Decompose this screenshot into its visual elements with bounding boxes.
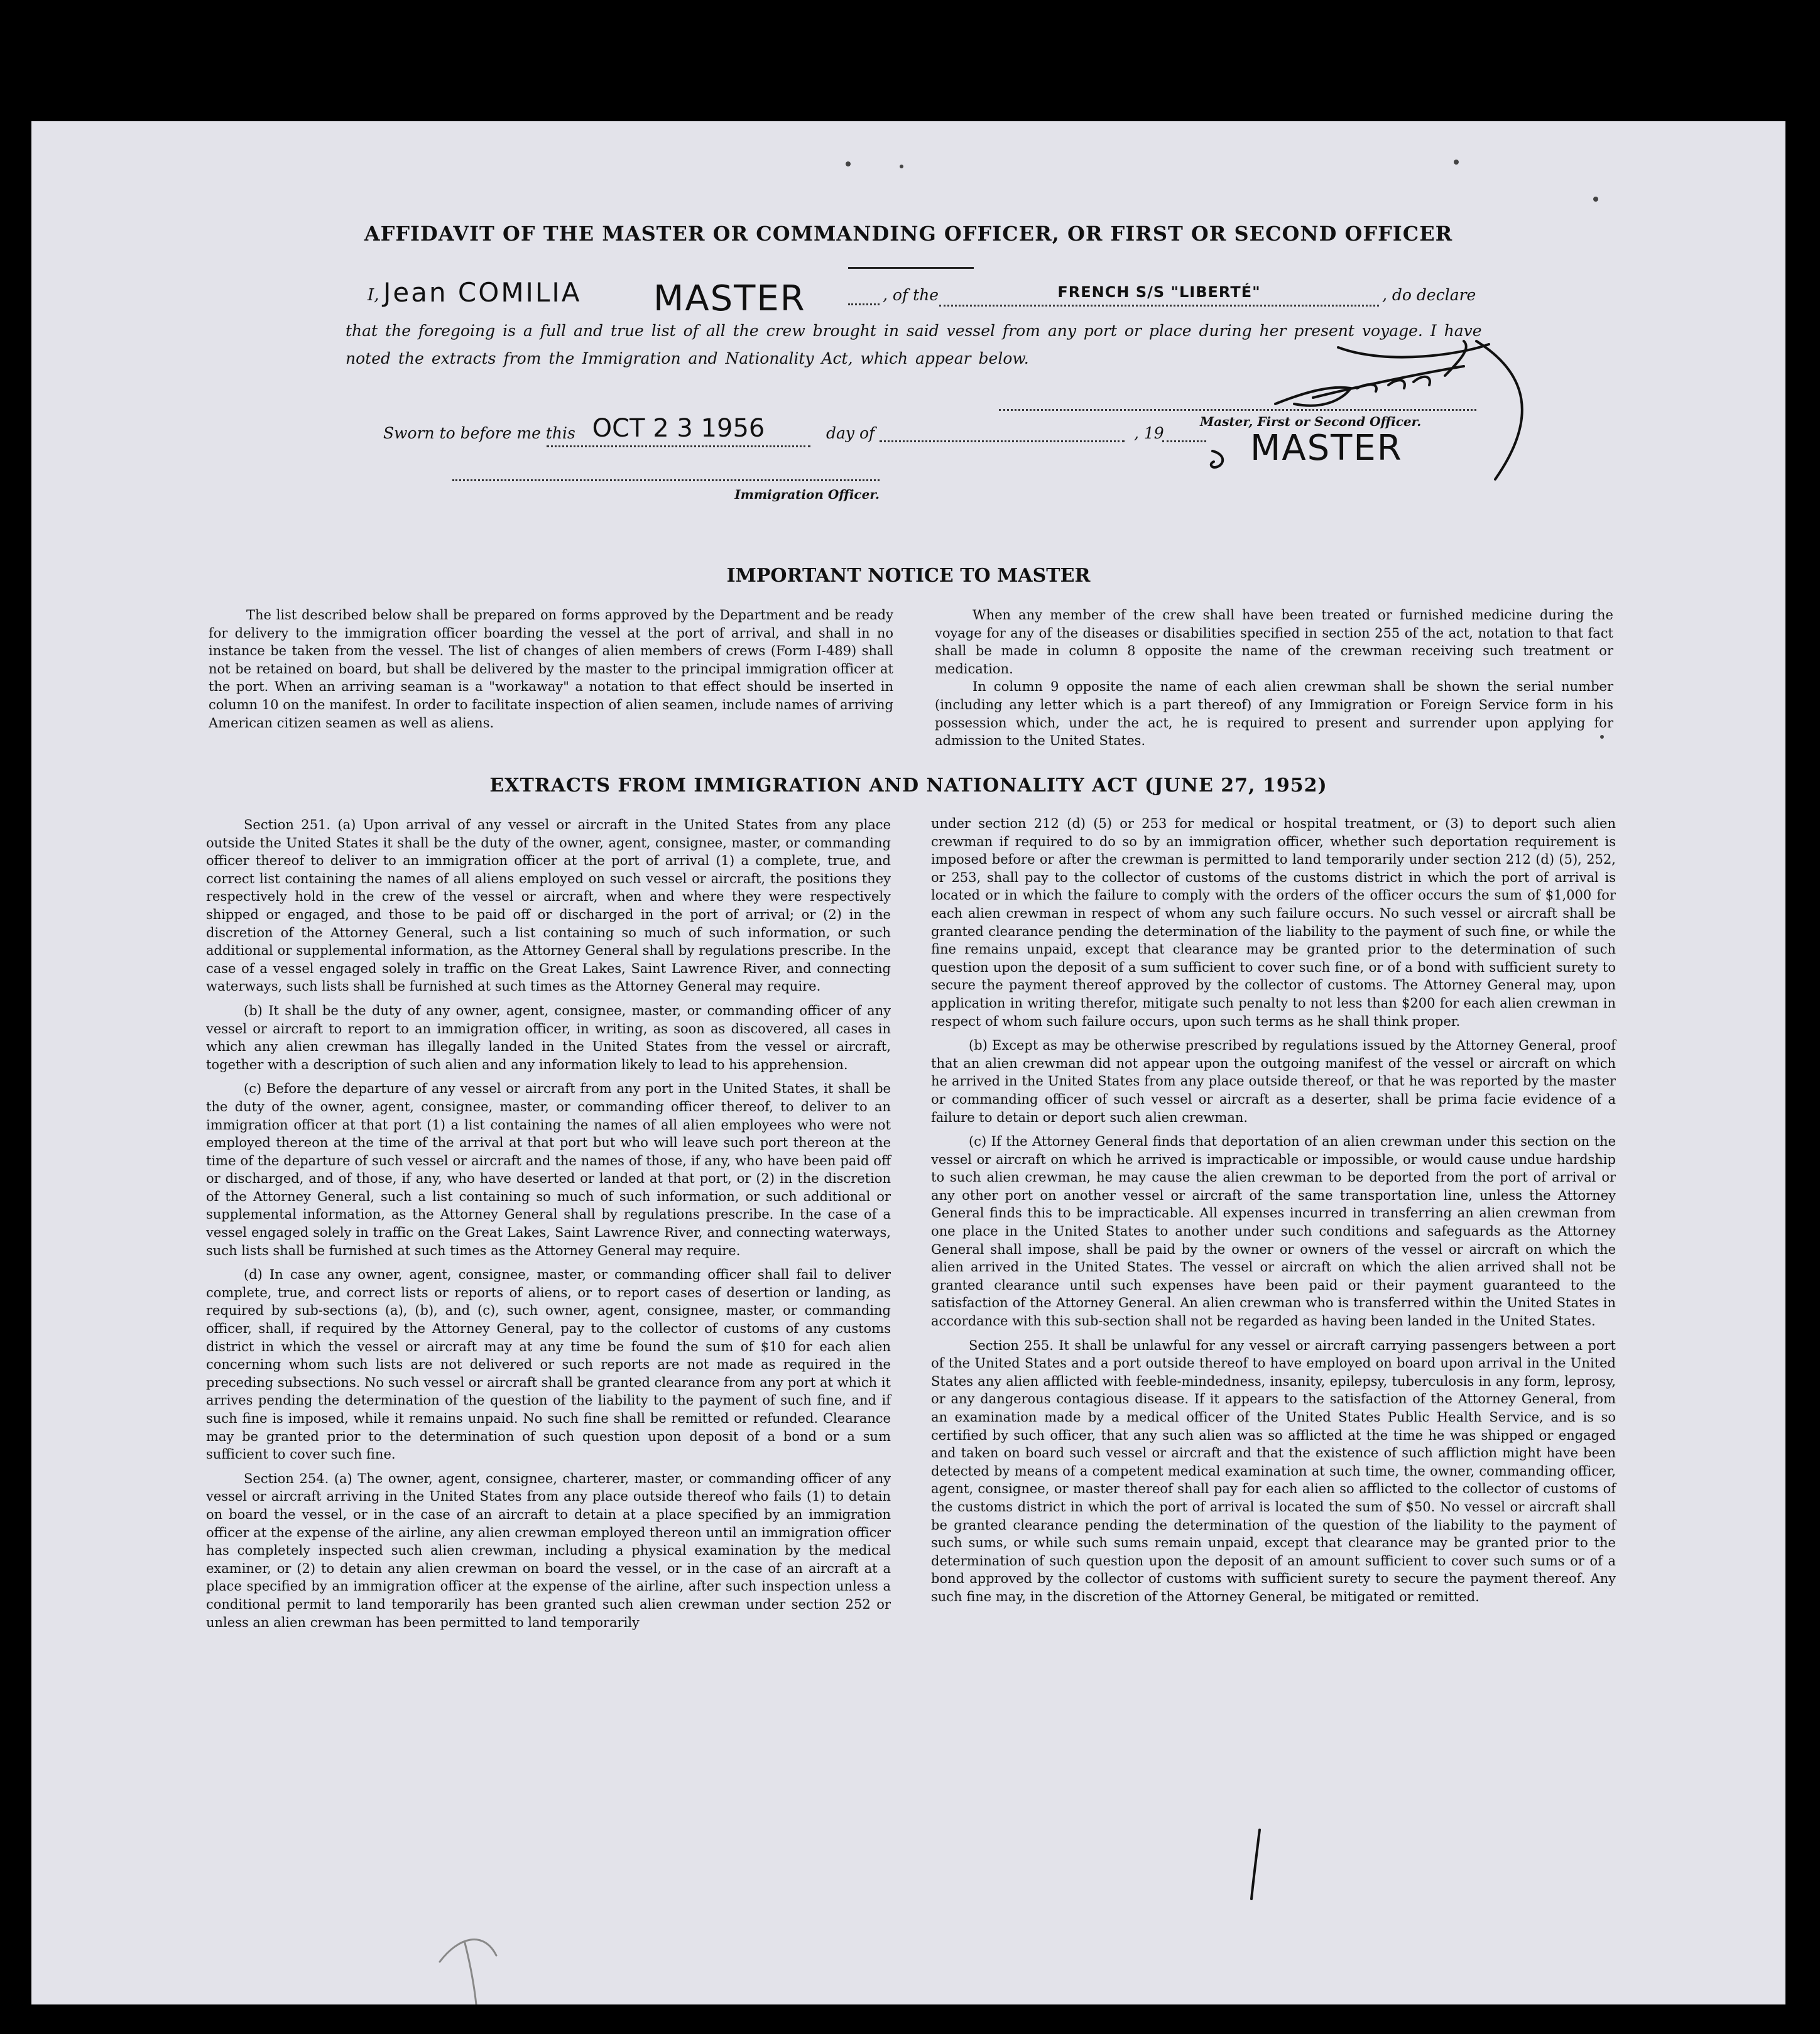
handwritten-signature [1200,329,1602,592]
sworn-label: Sworn to before me this [383,424,575,442]
declarant-name: Jean COMILIA [383,277,582,308]
section-paragraph: Section 255. It shall be unlawful for any vessel or aircraft carrying passengers between a port of the United States and a port outside thereof to have employed on board upon arrival in the United States any alien afflicted with feeble-mindedness, insanity, epilepsy, tuberculosis in any form, leprosy, or any dangerous contagious disease. If it appears to the satisfaction of the Attorney General, from an examination made by a medical officer of the United States Public Health Service, and is so certified by such officer, that any such alien was so afflicted at the time he was shipped or engaged and taken on board such vessel or aircraft and that the existence of such affliction might have been detected by means of a competent medical examination at such time, the owner, commanding officer, agent, consignee, or master thereof shall pay for each alien so afflicted to the collector of customs of the customs district in which the port of arrival is located the sum of $50. No vessel or aircraft shall be granted clearance pending the determination of the question of the liability to the payment of such sums, or while such sums remain unpaid, except that clearance may be granted prior to the determination of such question upon the deposit of an amount sufficient to cover such sums or of a bond approved by the collector of customs with sufficient surety to secure the payment thereof. Any such fine may, in the discretion of the Attorney General, be mitigated or remitted. [931,1337,1616,1604]
extracts-right-column [931,815,1616,1613]
sworn-date-stamp: OCT 2 3 1956 [547,414,810,447]
section-paragraph: (d) In case any owner, agent, consignee, master, or commanding officer shall fail to deliver complete, true, and correct lists or reports of aliens, or to report cases of desertion or landing, as required by sub-sections (a), (b), and (c), such owner, agent, consignee, master, or commanding officer, shall, if required by the Attorney General, pay to the collector of customs of any customs district in which the vessel or aircraft may at any time be found the sum of $10 for each alien concerning whom such lists are not delivered or such reports are not made as required in the preceding subsections. No such vessel or aircraft shall be granted clearance from any port at which it arrives pending the determination of the question of the liability to the payment of such fine, and if such fine is imposed, while it remains unpaid. No such fine shall be remitted or refunded. Clearance may be granted prior to the determination of such question upon deposit of a bond or a sum sufficient to cover such fine. [206,1267,891,1462]
notice-paragraph: In column 9 opposite the name of each alien crewman shall be shown the serial number (including any letter which is a part thereof) of any Immigration or Foreign Service form in his possession which, under the act, he is required to present and surrender upon applying for admission to the United States. [935,679,1613,749]
notice-left-column [209,606,893,738]
notice-right-column [935,606,1613,750]
extracts-title: EXTRACTS FROM IMMIGRATION AND NATIONALITY ACT (JUNE 27, 1952) [489,775,1327,797]
notice-paragraph: The list described below shall be prepared on forms approved by the Department and be ready for delivery to the immigration officer boarding the vessel at the port of arrival, and shall in no instance be taken from the vessel. The list of changes of alien members of crews (Form I-489) shall not be retained on board, but shall be delivered by the master to the principal immigration officer at the port. When an arriving seaman is a "workaway" a notation to that effect should be inserted in column 10 on the manifest. In order to facilitate inspection of alien seamen, include names of arriving American citizen seamen as well as aliens. [209,607,893,731]
officer-signature-line [452,479,880,481]
declarant-role: MASTER [653,278,806,319]
master-signature-label: Master, First or Second Officer. [1200,414,1422,429]
document-page [31,121,1785,2004]
do-declare-text: , do declare [1382,286,1476,304]
immigration-officer-label: Immigration Officer. [734,487,880,502]
day-of-text: day of [826,424,875,442]
section-paragraph: (c) If the Attorney General finds that deportation of an alien crewman under this section on the vessel or aircraft on which he arrived is impracticable or impossible, or would cause undue hardship to such alien crewman, he may cause the alien crewman to be deported from the port of arrival or any other port on another vessel or aircraft of the same transportation line, unless the Attorney General finds this to be impracticable. All expenses incurred in transferring an alien crewman from one place in the United States to another under such conditions and safeguards as the Attorney General shall impose, shall be paid by the owner or owners of the vessel or aircraft on which the alien arrived in the United States. The vessel or aircraft on which the alien arrived shall not be granted clearance until such expenses have been paid or their payment guaranteed to the satisfaction of the Attorney General. An alien crewman who is transferred within the United States in accordance with this sub-section shall not be regarded as having been landed in the United States. [931,1134,1616,1329]
section-paragraph: (b) Except as may be otherwise prescribed by regulations issued by the Attorney General, proof that an alien crewman did not appear upon the outgoing manifest of the vessel or aircraft on which he arrived in the United States from any place outside thereof, or that he was reported by the master or commanding officer of such vessel or aircraft as a deserter, shall be prima facie evidence of a failure to detain or deport such alien crewman. [931,1038,1616,1125]
extracts-left-column [206,816,891,1638]
declaration-statement: that the foregoing is a full and true list of all the crew brought in said vessel from any port or place during her present voyage. I have noted the extracts from the Immigration and Nationality Act, which appear below. [346,322,1482,367]
affidavit-heading: AFFIDAVIT OF THE MASTER OR COMMANDING OFFICER, OR FIRST OR SECOND OFFICER [364,222,1453,246]
section-paragraph: (b) It shall be the duty of any owner, agent, consignee, master, or commanding officer of any vessel or aircraft to report to an immigration officer, in writing, as soon as discovered, all cases in which any alien crewman has illegally landed in the United States from the vessel or aircraft, together with a description of such alien and any information likely to lead to his apprehension. [206,1003,891,1072]
section-paragraph: Section 254. (a) The owner, agent, consignee, charterer, master, or commanding officer of any vessel or aircraft arriving in the United States from any place outside thereof who fails (1) to detain on board the vessel, or in the case of an aircraft to detain at a place specified by an immigration officer at the expense of the airline, any alien crewman employed thereon until an immigration officer has completely inspected such alien crewman, including a physical examination by the medical examiner, or (2) to detain any alien crewman on board the vessel, or in the case of an aircraft at a place specified by an immigration officer at the expense of the airline, after such inspection unless a conditional permit to land temporarily has been granted such alien crewman under section 252 or unless an alien crewman has been permitted to land temporarily [206,1471,891,1630]
heading-rule [848,267,974,269]
declaration-prefix: I, [368,286,379,305]
notice-paragraph: When any member of the crew shall have been treated or furnished medicine during the voyage for any of the diseases or disabilities specified in section 255 of the act, notation to that fact shall be made in column 8 opposite the name of the crewman receiving such treatment or medication. [935,607,1613,677]
vessel-name: FRENCH S/S "LIBERTÉ" [939,283,1379,307]
year-prefix: , 19 [1134,424,1164,442]
section-paragraph: Section 251. (a) Upon arrival of any vessel or aircraft in the United States from any place outside the United States it shall be the duty of the owner, agent, consignee, master, or commanding officer thereof to deliver to an immigration officer at the port of arrival (1) a complete, true, and correct list containing the names of all aliens employed on such vessel or aircraft, the positions they respectively hold in the crew of the vessel or aircraft, when and where they were respectively shipped or engaged, and those to be paid off or discharged in the port of arrival; or (2) in the discretion of the Attorney General, such a list containing so much of such information, or such additional or supplemental information, as the Attorney General shall by regulations prescribe. In the case of a vessel engaged solely in traffic on the Great Lakes, Saint Lawrence River, and connecting waterways, such lists shall be furnished at such times as the Attorney General may require. [206,817,891,994]
of-the-text: , of the [883,286,939,304]
declarant-underline [848,303,880,305]
notice-title: IMPORTANT NOTICE TO MASTER [726,565,1091,587]
section-paragraph: under section 212 (d) (5) or 253 for medical or hospital treatment, or (3) to deport such alien crewman if required to do so by an immigration officer, whether such deportation requirement is imposed before or after the crewman is permitted to land temporarily under section 212 (d) (5), 252, or 253, shall pay to the collector of customs of the customs district in which the port of arrival is located or in which the failure to comply with the orders of the officer occurs the sum of $1,000 for each alien crewman in respect of whom any such failure occurs. No such vessel or aircraft shall be granted clearance pending the determination of the liability to the payment of such fine, or while the fine remains unpaid, except that clearance may be granted prior to the determination of such question upon the deposit of a sum sufficient to cover such fine, or of a bond with sufficient surety to secure the payment thereof approved by the collector of customs. The Attorney General may, upon application in writing therefor, mitigate such penalty to not less than $200 for each alien crewman in respect of whom such failure occurs, upon such terms as he shall think proper. [931,816,1616,1029]
master-stamp: MASTER [1250,428,1403,469]
section-paragraph: (c) Before the departure of any vessel or aircraft from any port in the United States, it shall be the duty of the owner, agent, consignee, master, or commanding officer thereof, to deliver to an immigration officer at that port (1) a list containing the names of all alien employees who were not employed thereon at the time of the arrival at that port but who will leave such port thereon at the time of the departure of such vessel or aircraft and the names of those, if any, who have been paid off or discharged, and of those, if any, who have deserted or landed at that port, or (2) in the discretion of the Attorney General, such a list containing so much of such information, or such additional or supplemental information, as the Attorney General shall by regulations prescribe. In the case of a vessel engaged solely in traffic on the Great Lakes, Saint Lawrence River, and connecting waterways, such lists shall be furnished at such times as the Attorney General may require. [206,1081,891,1258]
month-blank [880,440,1125,442]
